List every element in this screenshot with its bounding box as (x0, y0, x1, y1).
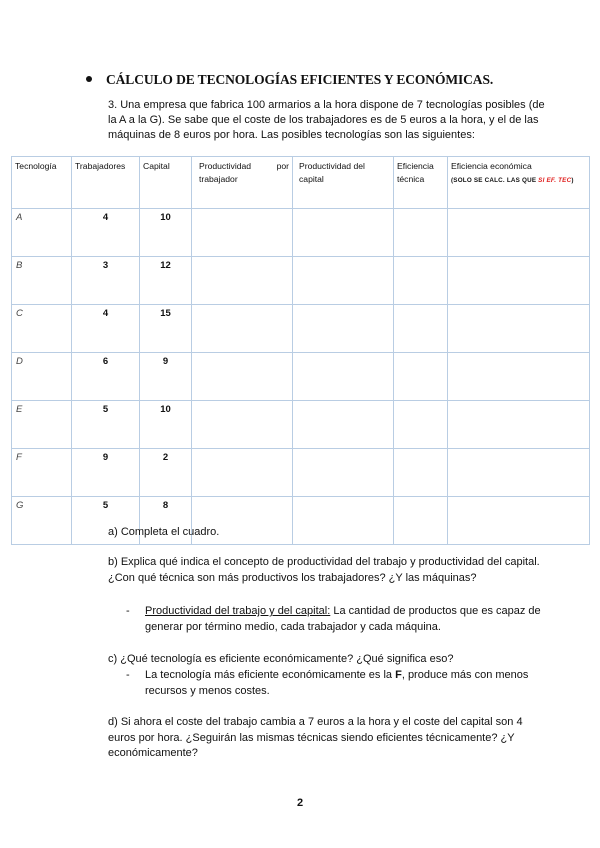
answer-b-label: Productividad del trabajo y del capital: (145, 605, 331, 617)
cell-productividad-trabajador (192, 449, 293, 497)
answer-b-text (145, 604, 546, 635)
cell-productividad-capital (293, 257, 394, 305)
note-red: SI EF. TEC (538, 177, 572, 184)
note-suffix: ) (571, 177, 574, 184)
cell-productividad-capital (293, 353, 394, 401)
cell-productividad-capital (293, 305, 394, 353)
cell-productividad-capital (293, 209, 394, 257)
cell-trabajadores: 5 (72, 401, 140, 449)
table-row (12, 353, 590, 401)
cell-capital: 10 (140, 209, 192, 257)
cell-productividad-trabajador (192, 401, 293, 449)
table-header-row (12, 157, 590, 209)
answer-c-bold: F (395, 669, 402, 681)
cell-capital: 10 (140, 401, 192, 449)
dash-b: - (126, 605, 130, 617)
cell-eficiencia-tecnica (394, 401, 448, 449)
cell-productividad-trabajador (192, 257, 293, 305)
cell-capital: 2 (140, 449, 192, 497)
cell-productividad-trabajador (192, 305, 293, 353)
cell-eficiencia-tecnica (394, 209, 448, 257)
answer-c (126, 668, 546, 699)
cell-eficiencia-tecnica (394, 449, 448, 497)
header-eficiencia-economica (448, 157, 590, 209)
cell-eficiencia-economica (448, 401, 590, 449)
question-d: d) Si ahora el coste del trabajo cambia a 7 euros a la hora y el coste del capital son 4 euros por hora. ¿Seguirán las mismas técnicas siendo eficientes técnicamente? ¿Y económicamente? (108, 716, 523, 759)
cell-capital: 8 (140, 497, 192, 545)
cell-trabajadores: 5 (72, 497, 140, 545)
cell-trabajadores: 9 (72, 449, 140, 497)
page-number: 2 (296, 797, 304, 809)
question-a: a) Completa el cuadro. (108, 526, 220, 538)
cell-eficiencia-economica (448, 353, 590, 401)
cell-capital: 9 (140, 353, 192, 401)
cell-eficiencia-tecnica (394, 257, 448, 305)
cell-eficiencia-tecnica (394, 353, 448, 401)
bullet-icon (86, 76, 92, 82)
cell-tecnologia: F (12, 449, 72, 497)
answer-c-pre: La tecnología más eficiente económicamente es la (145, 669, 396, 681)
cell-eficiencia-economica (448, 449, 590, 497)
table-row (12, 209, 590, 257)
technology-table (11, 156, 590, 545)
cell-trabajadores: 4 (72, 209, 140, 257)
table-row (12, 305, 590, 353)
table-row (12, 257, 590, 305)
header-productividad-trabajador-text: Productividad por trabajador (199, 161, 289, 184)
cell-tecnologia: C (12, 305, 72, 353)
cell-eficiencia-economica (448, 257, 590, 305)
header-note (451, 175, 586, 186)
cell-capital: 15 (140, 305, 192, 353)
section-heading (86, 72, 493, 88)
cell-tecnologia: G (12, 497, 72, 545)
answer-b (126, 604, 546, 635)
header-eficiencia-tecnica: Eficiencia técnica (394, 157, 448, 209)
header-tecnologia: Tecnología (12, 157, 72, 209)
question-c: c) ¿Qué tecnología es eficiente económicamente? ¿Qué significa eso? (108, 653, 454, 665)
cell-productividad-capital (293, 401, 394, 449)
header-trabajadores: Trabajadores (72, 157, 140, 209)
cell-productividad-capital (293, 449, 394, 497)
answer-c-post: , produce más con menos recursos y menos costes. (145, 669, 529, 697)
intro-paragraph: 3. Una empresa que fabrica 100 armarios a la hora dispone de 7 tecnologías posibles (de la A a la G). Se sabe que el coste de los trabajadores es de 5 euros a la hora, y el de las máquinas de 8 euros por hora. Las posibles tecnologías son las siguientes: (108, 99, 545, 141)
cell-eficiencia-tecnica (394, 305, 448, 353)
cell-capital: 12 (140, 257, 192, 305)
cell-trabajadores: 4 (72, 305, 140, 353)
cell-tecnologia: B (12, 257, 72, 305)
header-capital: Capital (140, 157, 192, 209)
cell-tecnologia: D (12, 353, 72, 401)
cell-productividad-trabajador (192, 209, 293, 257)
table-row (12, 401, 590, 449)
header-productividad-trabajador (192, 157, 293, 209)
note-prefix: (SOLO SE CALC. LAS QUE (451, 177, 539, 184)
cell-eficiencia-economica (448, 305, 590, 353)
dash-c: - (126, 669, 130, 681)
cell-tecnologia: E (12, 401, 72, 449)
answer-c-text (145, 668, 546, 699)
header-productividad-capital (293, 157, 394, 209)
question-b: b) Explica qué indica el concepto de productividad del trabajo y productividad del capital. ¿Con qué técnica son más productivos los trabajadores? ¿Y las máquinas? (108, 556, 540, 584)
header-productividad-capital-text: Productividad del capital (299, 161, 365, 184)
cell-trabajadores: 6 (72, 353, 140, 401)
cell-trabajadores: 3 (72, 257, 140, 305)
header-eficiencia-economica-text: Eficiencia económica (451, 161, 532, 171)
cell-eficiencia-economica (448, 209, 590, 257)
cell-productividad-trabajador (192, 353, 293, 401)
table-row (12, 449, 590, 497)
section-heading-text: CÁLCULO DE TECNOLOGÍAS EFICIENTES Y ECONÓMICAS. (106, 72, 494, 87)
answer-b-body: La cantidad de productos que es capaz de generar por término medio, cada trabajador y cada máquina. (145, 605, 541, 633)
cell-tecnologia: A (12, 209, 72, 257)
